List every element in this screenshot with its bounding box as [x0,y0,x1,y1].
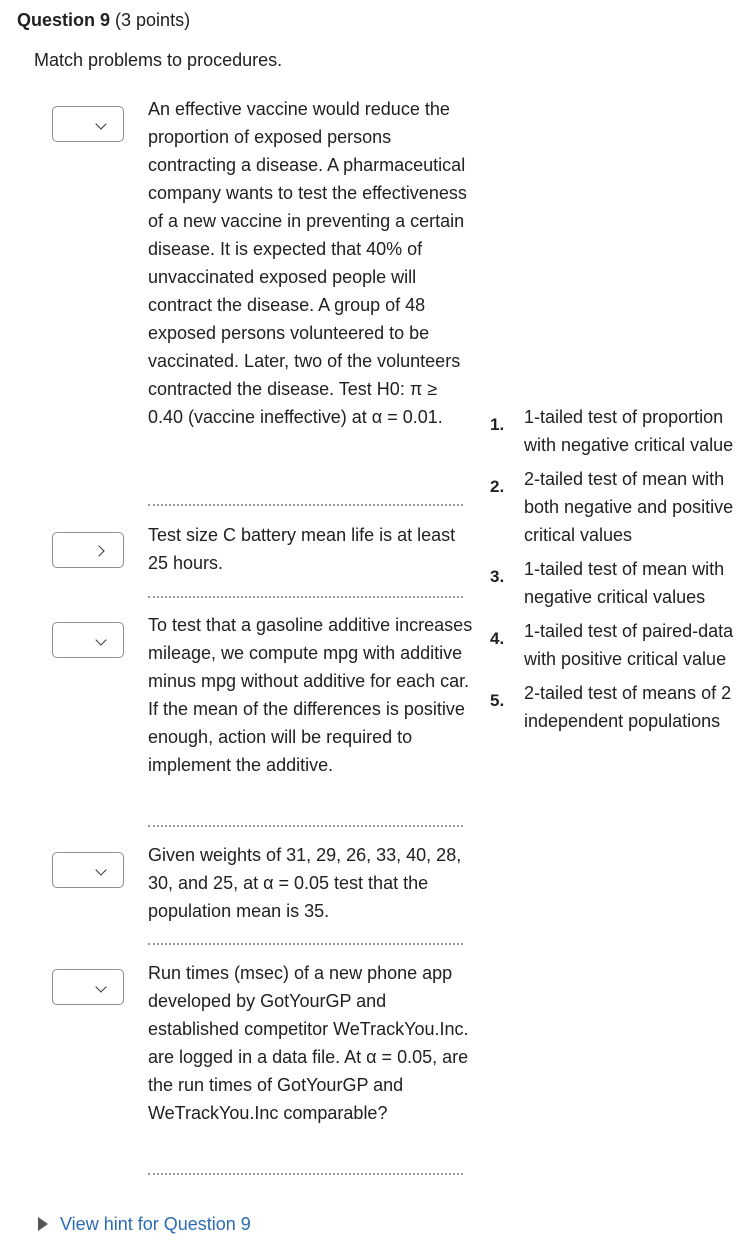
choices-list [490,403,740,741]
choice-number: 1. [490,415,505,434]
chevron-down-icon [95,634,106,645]
choice-text: 1-tailed test of mean with negative critical values [524,559,725,607]
chevron-right-icon [93,545,104,556]
chevron-down-icon [95,981,106,992]
divider [148,1173,463,1175]
choice-item-2 [490,465,740,549]
question-points: (3 points) [115,10,191,30]
chevron-down-icon [95,118,106,129]
match-select-5[interactable] [52,969,124,1005]
match-select-4[interactable] [52,852,124,888]
choice-item-4 [490,617,740,673]
chevron-down-icon [95,864,106,875]
problem-text-2: Test size C battery mean life is at least 25 hours. [148,525,456,573]
choice-number: 3. [490,567,505,586]
divider [148,504,463,506]
question-number: Question 9 [17,10,111,30]
problem-text-5: Run times (msec) of a new phone app developed by GotYourGP and established competitor WeTrackYou.Inc. are logged in a data file. At α = 0.05, are the run times of GotYourGP and WeTrackYou.Inc comparable? [148,963,469,1123]
choice-item-1 [490,403,740,459]
disclosure-triangle-icon [38,1217,48,1231]
divider [148,596,463,598]
choice-text: 1-tailed test of paired-data with positive critical value [524,621,734,669]
problem-text-4: Given weights of 31, 29, 26, 33, 40, 28, 30, and 25, at α = 0.05 test that the population mean is 35. [148,845,462,921]
choice-number: 5. [490,691,505,710]
problem-text-3: To test that a gasoline additive increases mileage, we compute mpg with additive minus mpg without additive for each car. If the mean of the differences is positive enough, action will be required to implement the additive. [148,615,473,775]
choice-item-3 [490,555,740,611]
match-select-3[interactable] [52,622,124,658]
match-select-1[interactable] [52,106,124,142]
choice-text: 2-tailed test of means of 2 independent populations [524,683,732,731]
choice-text: 1-tailed test of proportion with negative critical value [524,407,734,455]
problem-text-1: An effective vaccine would reduce the proportion of exposed persons contracting a disease. A pharmaceutical company wants to test the effectiveness of a new vaccine in preventing a certain disease. It is expected that 40% of unvaccinated exposed people will contract the disease. A group of 48 exposed persons volunteered to be vaccinated. Later, two of the volunteers contracted the disease. Test H0: π ≥ 0.40 (vaccine ineffective) at α = 0.01. [148,99,467,427]
divider [148,825,463,827]
view-hint-link[interactable] [38,1210,251,1238]
question-header [17,8,190,32]
match-select-2[interactable] [52,532,124,568]
choice-number: 4. [490,629,505,648]
choice-number: 2. [490,477,505,496]
choice-item-5 [490,679,740,735]
question-prompt: Match problems to procedures. [34,50,283,70]
view-hint-label: View hint for Question 9 [60,1214,251,1234]
choice-text: 2-tailed test of mean with both negative and positive critical values [524,469,734,545]
divider [148,943,463,945]
